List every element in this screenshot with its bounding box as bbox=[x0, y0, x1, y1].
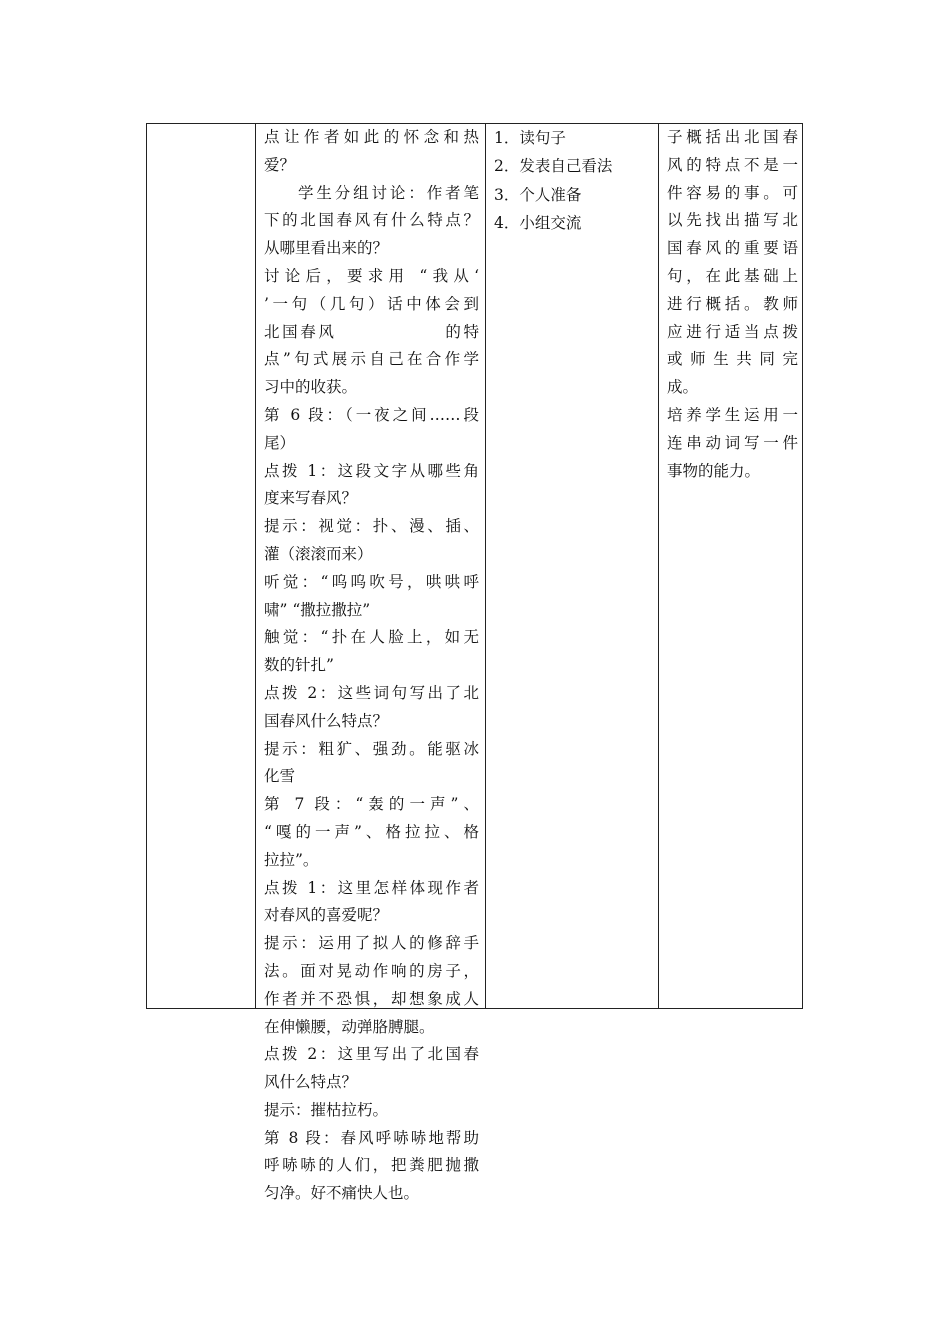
text-line: 啸” “撒拉撒拉” bbox=[264, 600, 371, 619]
text-line: 法。面对晃动作响的房子， bbox=[264, 961, 479, 980]
text-line: 子概括出北国春 bbox=[667, 128, 798, 146]
text-line: 国春风的重要语 bbox=[667, 239, 798, 258]
text-line: 第 6 段：（一夜之间……段 bbox=[264, 405, 479, 424]
text-line: 讨论后，要求用 “我从‘ bbox=[264, 266, 479, 285]
text-line: 第 7 段：“轰的一声”、 bbox=[264, 795, 479, 814]
text-line: 以先找出描写北 bbox=[667, 211, 798, 230]
text-line: 习中的收获。 bbox=[264, 378, 358, 397]
text-line: 听觉：“呜呜吹号，哄哄呼 bbox=[264, 572, 479, 591]
teacher-activity-column bbox=[255, 124, 485, 1203]
table-column-1 bbox=[147, 124, 255, 1008]
text-line: 风的特点不是一 bbox=[667, 155, 798, 174]
text-line: 点”句式展示自己在合作学 bbox=[264, 350, 479, 369]
text-line: 灌（滚滚而来） bbox=[264, 544, 373, 563]
text-line: 化雪 bbox=[264, 767, 296, 786]
text-line: 提示：粗犷、强劲。能驱冰 bbox=[264, 739, 479, 758]
text-line: 提示：摧枯拉朽。 bbox=[264, 1100, 389, 1119]
text-line: 在伸懒腰，动弹胳膊腿。 bbox=[264, 1017, 435, 1036]
text-line: 对春风的喜爱呢？ bbox=[264, 906, 389, 925]
text-line: 进行概括。教师 bbox=[667, 294, 798, 313]
text-line: 呼哧哧的人们，把粪肥抛撒 bbox=[264, 1156, 479, 1175]
text-line: 点拨 1：这里怎样体现作者 bbox=[264, 878, 479, 897]
text-line: 件容易的事。可 bbox=[667, 183, 798, 202]
text-line: 学生分组讨论：作者笔 bbox=[298, 183, 479, 202]
text-line: 下的北国春风有什么特点？ bbox=[264, 211, 479, 230]
text-line: 点让作者如此的怀念和热 bbox=[264, 128, 479, 146]
text-line: “嘎的一声”、格拉拉、格 bbox=[264, 822, 479, 841]
text-line: 匀净。好不痛快人也。 bbox=[264, 1184, 420, 1203]
list-item: 3．个人准备 bbox=[494, 185, 582, 204]
text-line: 爱？ bbox=[264, 155, 296, 174]
student-activity-column bbox=[485, 124, 658, 1008]
text-line: 国春风什么特点？ bbox=[264, 711, 389, 730]
text-line: 风什么特点？ bbox=[264, 1073, 358, 1092]
text-line: 点拨 1：这段文字从哪些角 bbox=[264, 461, 479, 480]
text-line: 拉拉”。 bbox=[264, 850, 319, 869]
text-line: 提示：视觉：扑、漫、插、 bbox=[264, 517, 479, 536]
list-item: 4．小组交流 bbox=[494, 213, 582, 232]
list-item: 2．发表自己看法 bbox=[494, 157, 613, 176]
lesson-plan-table bbox=[146, 123, 803, 1203]
text-line: 触觉：“扑在人脸上，如无 bbox=[264, 628, 479, 647]
text-line: 成。 bbox=[667, 378, 699, 397]
text-line: 北国春风 的特 bbox=[264, 322, 479, 341]
text-line: 尾） bbox=[264, 433, 296, 452]
text-line: 应进行适当点拨 bbox=[667, 322, 798, 341]
text-line: 点拨 2：这里写出了北国春 bbox=[264, 1045, 479, 1064]
text-line: 度来写春风？ bbox=[264, 489, 358, 508]
text-line: 从哪里看出来的？ bbox=[264, 239, 389, 258]
text-line: 或师生共同完 bbox=[667, 350, 798, 369]
design-intent-column bbox=[658, 124, 804, 1008]
text-line: 点拨 2：这些词句写出了北 bbox=[264, 683, 479, 702]
text-line: 句，在此基础上 bbox=[667, 266, 798, 285]
text-line: 第 8 段：春风呼哧哧地帮助 bbox=[264, 1128, 479, 1147]
text-line: 连串动词写一件 bbox=[667, 433, 798, 452]
text-line: 事物的能力。 bbox=[667, 461, 761, 480]
text-line: ’一句（几句）话中体会到 bbox=[264, 294, 479, 313]
text-line: 数的针扎” bbox=[264, 656, 334, 675]
text-line: 提示：运用了拟人的修辞手 bbox=[264, 934, 479, 953]
text-line: 培养学生运用一 bbox=[667, 405, 798, 424]
text-line: 作者并不恐惧，却想象成人 bbox=[264, 989, 479, 1008]
list-item: 1．读句子 bbox=[494, 129, 566, 147]
